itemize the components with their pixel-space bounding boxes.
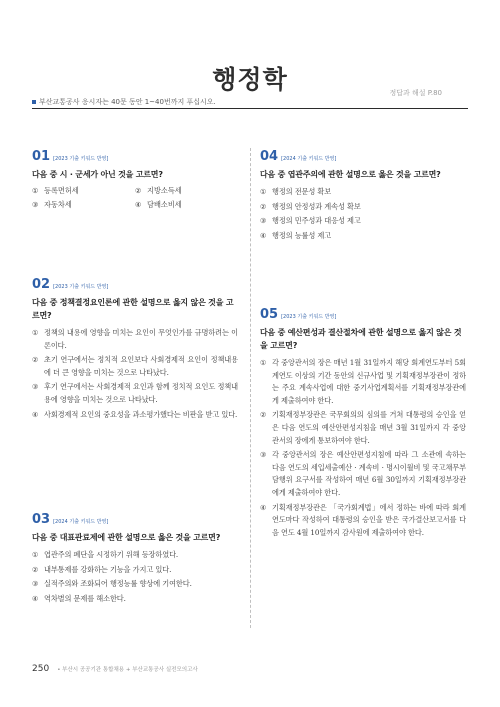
choice[interactable] bbox=[260, 215, 466, 228]
question-number: 02 bbox=[32, 277, 51, 292]
choice-mark: ④ bbox=[260, 230, 267, 240]
choice-mark: ② bbox=[260, 201, 267, 211]
choice-text: 내부통제를 강화하는 기능을 가지고 있다. bbox=[44, 564, 172, 574]
question-stem: 다음 중 대표관료제에 관한 설명으로 옳은 것을 고르면? bbox=[32, 533, 221, 542]
choice-mark: ① bbox=[260, 187, 267, 196]
choice-text: 사회경제적 요인의 중요성을 과소평가했다는 비판을 받고 있다. bbox=[44, 409, 238, 419]
choice[interactable] bbox=[260, 409, 466, 447]
question-stem: 다음 중 예산편성과 결산절차에 관한 설명으로 옳지 않은 것을 고르면? bbox=[260, 328, 462, 350]
page-number: 250 bbox=[32, 664, 50, 674]
column-divider bbox=[250, 148, 251, 628]
choice-text: 담배소비세 bbox=[147, 200, 182, 209]
choice-text: 행정의 민주성과 대응성 제고 bbox=[272, 216, 361, 226]
choice-text: 행정의 전문성 확보 bbox=[272, 187, 332, 196]
choice-text: 초기 연구에서는 정치적 요인보다 사회경제적 요인이 정책내용에 더 큰 영향을 미치는 것으로 나타났다. bbox=[44, 355, 238, 377]
question-number: 01 bbox=[32, 149, 51, 164]
choice-mark: ③ bbox=[32, 200, 39, 209]
choice[interactable] bbox=[32, 409, 238, 422]
choice-text: 실적주의와 조화되어 행정능률 향상에 기여한다. bbox=[44, 579, 192, 589]
choice-mark: ② bbox=[260, 410, 267, 420]
choice-mark: ③ bbox=[260, 216, 267, 226]
instruction-note bbox=[32, 97, 216, 107]
question-tag: [2024 기출 키워드 반영] bbox=[281, 156, 337, 162]
choice[interactable] bbox=[32, 593, 238, 606]
choice[interactable] bbox=[260, 230, 466, 243]
question-header bbox=[32, 150, 238, 163]
question-number: 04 bbox=[260, 149, 279, 164]
question-stem: 다음 중 시 · 군세가 아닌 것을 고르면? bbox=[32, 170, 163, 179]
instruction-text: 부산교통공사 응시자는 40문 동안 1~40번까지 푸십시오. bbox=[39, 98, 216, 106]
question-tag: [2023 기출 키워드 반영] bbox=[53, 156, 109, 162]
question-3 bbox=[32, 513, 238, 607]
choice[interactable] bbox=[260, 186, 466, 199]
choice-text: 후기 연구에서는 사회경제적 요인과 함께 정치적 요인도 정책내용에 영향을 미치는 것으로 나타났다. bbox=[44, 382, 238, 404]
page-footer bbox=[32, 664, 198, 674]
choice[interactable] bbox=[260, 449, 466, 499]
choice-text: 행정의 안정성과 계속성 확보 bbox=[272, 201, 361, 211]
choice-mark: ① bbox=[32, 328, 39, 337]
question-tag: [2023 기출 키워드 반영] bbox=[281, 314, 337, 320]
choice[interactable] bbox=[32, 354, 238, 379]
choice-text: 기획재정부장관은 「국가회계법」에서 정하는 바에 따라 회계연도마다 작성하여 대통령의 승인을 받은 국가결산보고서를 다음 연도 4월 10일까지 감사원에 제출하여야 한다. bbox=[272, 502, 466, 537]
choice-text: 자동차세 bbox=[44, 200, 72, 209]
choice-mark: ④ bbox=[32, 409, 39, 419]
choice-mark: ③ bbox=[32, 382, 39, 392]
choice[interactable] bbox=[32, 327, 238, 352]
choice[interactable] bbox=[135, 200, 238, 210]
header-rule bbox=[32, 108, 468, 109]
question-tag: [2024 기출 키워드 반영] bbox=[53, 519, 109, 525]
choice-grid bbox=[32, 186, 238, 210]
choice-list bbox=[32, 327, 238, 421]
choice-mark: ③ bbox=[32, 579, 39, 589]
question-header bbox=[32, 278, 238, 291]
question-2 bbox=[32, 278, 238, 423]
choice-text: 행정의 능률성 제고 bbox=[272, 230, 332, 240]
choice-text: 기획재정부장관은 국무회의의 심의를 거쳐 대통령의 승인을 얻은 다음 연도의 예산안편성지침을 매년 3월 31일까지 각 중앙관서의 장에게 통보하여야 한다. bbox=[272, 410, 466, 445]
choice[interactable] bbox=[32, 200, 135, 210]
page-title: 행정학 bbox=[212, 65, 288, 94]
question-header bbox=[260, 150, 466, 163]
choice-mark: ② bbox=[135, 186, 142, 195]
choice[interactable] bbox=[135, 186, 238, 196]
choice-mark: ③ bbox=[260, 450, 267, 460]
question-number: 05 bbox=[260, 307, 279, 322]
choice-mark: ② bbox=[32, 355, 39, 365]
choice[interactable] bbox=[32, 549, 238, 562]
question-header bbox=[260, 308, 466, 321]
choice[interactable] bbox=[32, 186, 135, 196]
choice-text: 정책의 내용에 영향을 미치는 요인이 무엇인가를 규명하려는 이론이다. bbox=[44, 328, 238, 350]
choice[interactable] bbox=[260, 502, 466, 540]
question-tag: [2023 기출 키워드 반영] bbox=[53, 284, 109, 290]
footer-text: • 부산시 공공기관 통합채용 + 부산교통공사 실전모의고사 bbox=[57, 667, 198, 673]
choice-mark: ④ bbox=[260, 502, 267, 512]
choice-text: 각 중앙관서의 장은 매년 1월 31일까지 해당 회계연도부터 5회계연도 이상의 기간 동안의 신규사업 및 기획재정부장관이 정하는 주요 계속사업에 대한 중기사업계획서를 기획재정부장관에게 제출하여야 한다. bbox=[272, 358, 466, 405]
choice-mark: ② bbox=[32, 564, 39, 574]
choice[interactable] bbox=[32, 564, 238, 577]
choice-list bbox=[260, 186, 466, 242]
question-stem: 다음 중 엽관주의에 관한 설명으로 옳은 것을 고르면? bbox=[260, 170, 441, 179]
question-1 bbox=[32, 150, 238, 210]
choice-mark: ① bbox=[260, 358, 267, 367]
question-header bbox=[32, 513, 238, 526]
choice-list bbox=[260, 357, 466, 539]
choice-list bbox=[32, 549, 238, 605]
choice[interactable] bbox=[260, 357, 466, 407]
choice[interactable] bbox=[260, 201, 466, 214]
choice-text: 각 중앙관서의 장은 예산안편성지침에 따라 그 소관에 속하는 다음 연도의 세입세출예산 · 계속비 · 명시이월비 및 국고채무부담행위 요구서를 작성하여 매년 6월 30일까지 기획재정부장관에게 제출하여야 한다. bbox=[272, 450, 466, 497]
question-5 bbox=[260, 308, 466, 541]
choice[interactable] bbox=[32, 578, 238, 591]
choice-text: 등록면허세 bbox=[44, 186, 79, 195]
choice-mark: ④ bbox=[32, 593, 39, 603]
choice-text: 엽관주의 폐단을 시정하기 위해 등장하였다. bbox=[44, 550, 179, 559]
question-4 bbox=[260, 150, 466, 244]
choice-mark: ① bbox=[32, 186, 39, 195]
answer-reference: 정답과 해설 P.80 bbox=[389, 89, 442, 97]
choice[interactable] bbox=[32, 381, 238, 406]
bullet-square-icon bbox=[32, 100, 36, 104]
choice-mark: ④ bbox=[135, 200, 142, 209]
choice-text: 지방소득세 bbox=[147, 186, 182, 195]
question-number: 03 bbox=[32, 512, 51, 527]
question-stem: 다음 중 정책결정요인론에 관한 설명으로 옳지 않은 것을 고르면? bbox=[32, 298, 234, 320]
choice-mark: ① bbox=[32, 550, 39, 559]
choice-text: 역차별의 문제를 해소한다. bbox=[44, 593, 126, 603]
